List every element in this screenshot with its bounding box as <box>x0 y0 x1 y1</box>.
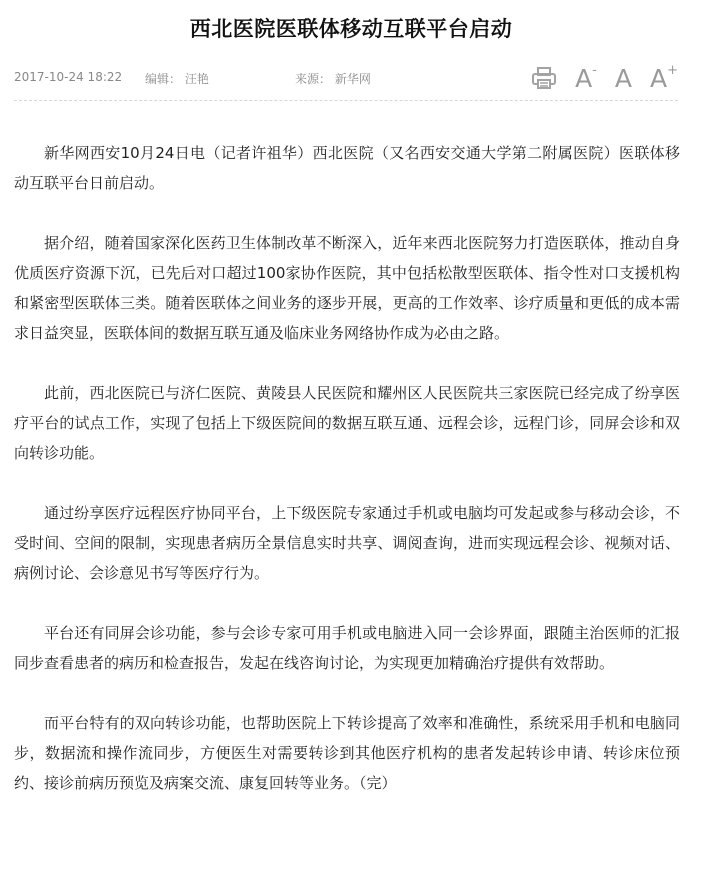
article-title: 西北医院医联体移动互联平台启动 <box>189 17 513 41</box>
font-default-button[interactable] <box>614 63 632 93</box>
font-larger-button[interactable] <box>649 62 678 93</box>
printer-icon <box>531 66 557 90</box>
paragraph: 通过纷享医疗远程医疗协同平台，上下级医院专家通过手机或电脑均可发起或参与移动会诊，不受时间、空间的限制，实现患者病历全景信息实时共享、调阅查询，进而实现远程会诊、视频对话、病例讨论、会诊意见书写等医疗行为。 <box>14 504 680 582</box>
font-smaller-letter: A <box>575 63 593 93</box>
print-button[interactable] <box>531 66 557 90</box>
paragraph: 平台还有同屏会诊功能，参与会诊专家可用手机或电脑进入同一会诊界面，跟随主治医师的汇报同步查看患者的病历和检查报告，发起在线咨询讨论，为实现更加精确治疗提供有效帮助。 <box>14 624 680 672</box>
font-larger-mark: + <box>667 62 678 78</box>
font-larger-letter: A <box>649 63 668 93</box>
paragraph: 据介绍，随着国家深化医药卫生体制改革不断深入，近年来西北医院努力打造医联体，推动自身优质医疗资源下沉，已先后对口超过100家协作医院，其中包括松散型医联体、指令性对口支援机构和紧密型医联体三类。随着医联体之间业务的逐步开展，更高的工作效率、诊疗质量和更低的成本需求日益突显，医联体间的数据互联互通及临床业务网络协作成为必由之路。 <box>14 234 680 342</box>
publish-datetime: 2017-10-24 18:22 <box>14 70 123 84</box>
meta-divider <box>14 100 678 101</box>
paragraph: 此前，西北医院已与济仁医院、黄陵县人民医院和耀州区人民医院共三家医院已经完成了纷享医疗平台的试点工作，实现了包括上下级医院间的数据互联互通、远程会诊，远程门诊，同屏会诊和双向转诊功能。 <box>14 384 680 462</box>
font-smaller-mark: - <box>592 62 597 78</box>
article-body <box>14 138 680 828</box>
editor-label: 编辑： 汪艳 <box>145 72 209 86</box>
font-smaller-button[interactable] <box>575 62 597 93</box>
paragraph: 新华网西安10月24日电（记者许祖华）西北医院（又名西安交通大学第二附属医院）医联体移动互联平台日前启动。 <box>14 144 680 192</box>
article-tools <box>513 60 678 96</box>
article-meta <box>14 60 686 96</box>
source-label: 来源： 新华网 <box>295 72 371 86</box>
paragraph: 而平台特有的双向转诊功能，也帮助医院上下转诊提高了效率和准确性，系统采用手机和电脑同步，数据流和操作流同步，方便医生对需要转诊到其他医疗机构的患者发起转诊申请、转诊床位预约、接诊前病历预览及病案交流、康复回转等业务。（完） <box>14 714 680 792</box>
font-default-letter: A <box>614 63 632 93</box>
